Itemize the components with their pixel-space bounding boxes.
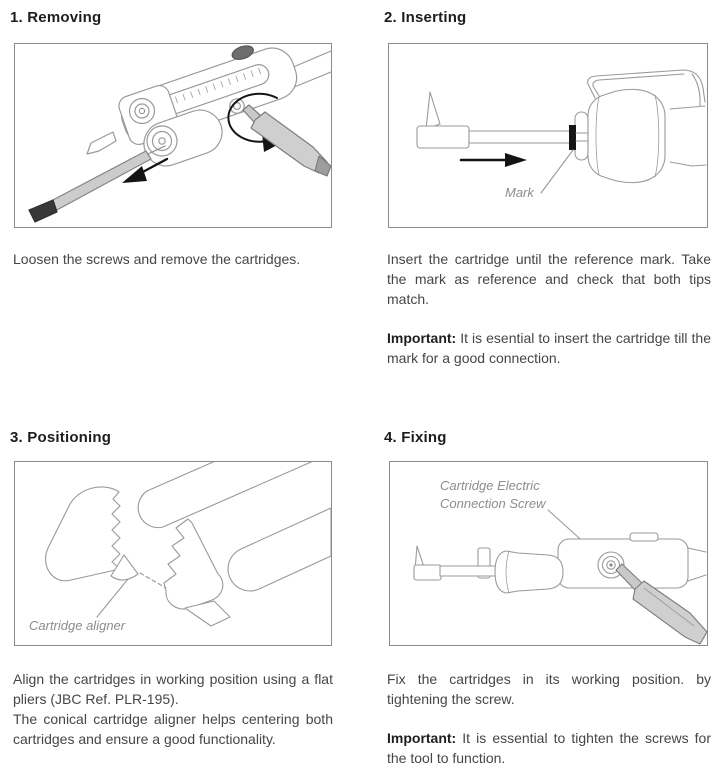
mark-leader-line [541, 150, 573, 193]
tool-grip [495, 551, 563, 593]
connection-screw-label-line2: Connection Screw [440, 496, 546, 511]
left-pliers-jaw [46, 487, 120, 581]
aligner-leader-line [97, 579, 128, 617]
section-title-fixing: 4. Fixing [384, 429, 447, 446]
cartridge-shaft [469, 131, 571, 143]
cartridge-body [417, 126, 469, 148]
cartridge-shaft [440, 566, 504, 576]
inserting-caption [387, 249, 711, 368]
inserting-figure [388, 43, 708, 228]
removing-tool-drawing [15, 44, 331, 227]
tool-grip [588, 89, 665, 182]
positioning-pliers-drawing [15, 462, 331, 645]
aligner-dashed-line [140, 573, 166, 588]
inserting-caption-text: Insert the cartridge until the reference mark. Take the mark as reference and check that both tips match. [387, 251, 711, 307]
section-title-removing: 1. Removing [10, 9, 102, 26]
cartridge-tip [426, 92, 440, 129]
positioning-caption-text-2: The conical cartridge aligner helps centering both cartridges and ensure a good functionality. [13, 711, 333, 747]
positioning-caption [13, 669, 333, 749]
removing-figure [14, 43, 332, 228]
mark-label: Mark [505, 185, 534, 200]
important-text: It is esential to insert the cartridge till the mark for a good connection. [387, 330, 711, 366]
connection-screw-label-line1: Cartridge Electric [440, 478, 540, 493]
positioning-caption-text-1: Align the cartridges in working position using a flat pliers (JBC Ref. PLR-195). [13, 671, 333, 707]
fixing-important-note [387, 728, 711, 768]
fixing-figure [389, 461, 708, 646]
reference-mark [569, 125, 576, 150]
inserting-tool-drawing [389, 44, 707, 227]
section-title-positioning: 3. Positioning [10, 429, 112, 446]
upper-cartridge [138, 462, 331, 528]
removing-caption [13, 249, 333, 269]
right-pliers-jaw [164, 519, 223, 609]
important-text: It is essential to tighten the screws for the tool to function. [387, 730, 711, 766]
tool-tip [87, 132, 116, 154]
removing-caption-text: Loosen the screws and remove the cartridges. [13, 251, 301, 267]
tool-tail-line [291, 51, 331, 68]
lower-cartridge [228, 508, 331, 591]
screwdriver-handle [633, 581, 707, 644]
inserting-important-note [387, 328, 711, 368]
fixing-caption-text: Fix the cartridges in its working position. by tightening the screw. [387, 671, 711, 707]
fixing-tool-drawing [390, 462, 707, 645]
cartridge-aligner-label: Cartridge aligner [29, 618, 126, 633]
tool-neck [575, 112, 588, 160]
fixing-caption [387, 669, 711, 768]
important-label: Important: [387, 330, 457, 346]
section-title-inserting: 2. Inserting [384, 9, 467, 26]
cartridge-tip [29, 200, 57, 222]
positioning-figure [14, 461, 332, 646]
important-label: Important: [387, 730, 457, 746]
